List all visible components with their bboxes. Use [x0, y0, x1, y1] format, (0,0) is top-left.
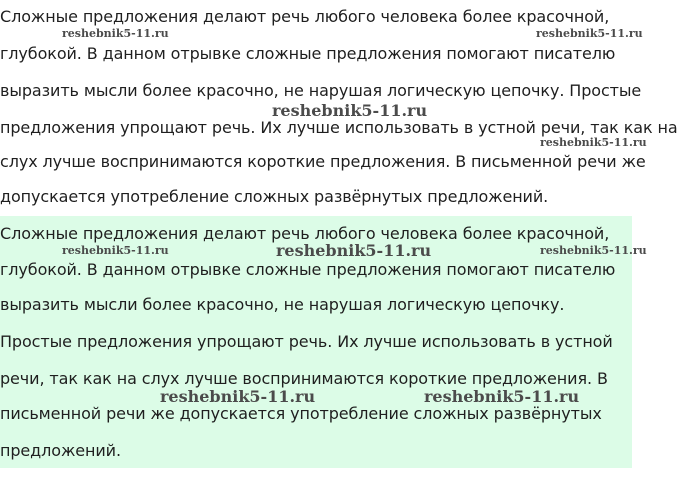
paragraph-line: выразить мысли более красочно, не нарушая логическую цепочку. — [0, 295, 565, 314]
paragraph-line: допускается употребление сложных развёрнутых предложений. — [0, 187, 549, 206]
paragraph-line: Сложные предложения делают речь любого человека более красочной, — [0, 224, 610, 243]
paragraph-line: Простые предложения упрощают речь. Их лучше использовать в устной — [0, 332, 613, 351]
paragraph-line: выразить мысли более красочно, не нарушая логическую цепочку. Простые — [0, 81, 642, 100]
watermark: reshebnik5-11.ru — [160, 387, 316, 406]
paragraph-line: письменной речи же допускается употребление сложных развёрнутых — [0, 404, 602, 423]
paragraph-line: речи, так как на слух лучше воспринимаются короткие предложения. В — [0, 369, 608, 388]
paragraph-line: глубокой. В данном отрывке сложные предложения помогают писателю — [0, 260, 616, 279]
paragraph-line: Сложные предложения делают речь любого человека более красочной, — [0, 7, 610, 26]
paragraph-line: глубокой. В данном отрывке сложные предложения помогают писателю — [0, 44, 616, 63]
watermark: reshebnik5-11.ru — [540, 244, 647, 257]
watermark: reshebnik5-11.ru — [276, 241, 432, 260]
paragraph-line: слух лучше воспринимаются короткие предложения. В письменной речи же — [0, 152, 646, 171]
watermark: reshebnik5-11.ru — [540, 136, 647, 149]
watermark: reshebnik5-11.ru — [62, 27, 169, 40]
watermark: reshebnik5-11.ru — [536, 27, 643, 40]
watermark: reshebnik5-11.ru — [424, 387, 580, 406]
paragraph-line: предложения упрощают речь. Их лучше использовать в устной речи, так как на — [0, 118, 678, 137]
paragraph-line: предложений. — [0, 441, 121, 460]
watermark: reshebnik5-11.ru — [62, 244, 169, 257]
watermark: reshebnik5-11.ru — [272, 101, 428, 120]
